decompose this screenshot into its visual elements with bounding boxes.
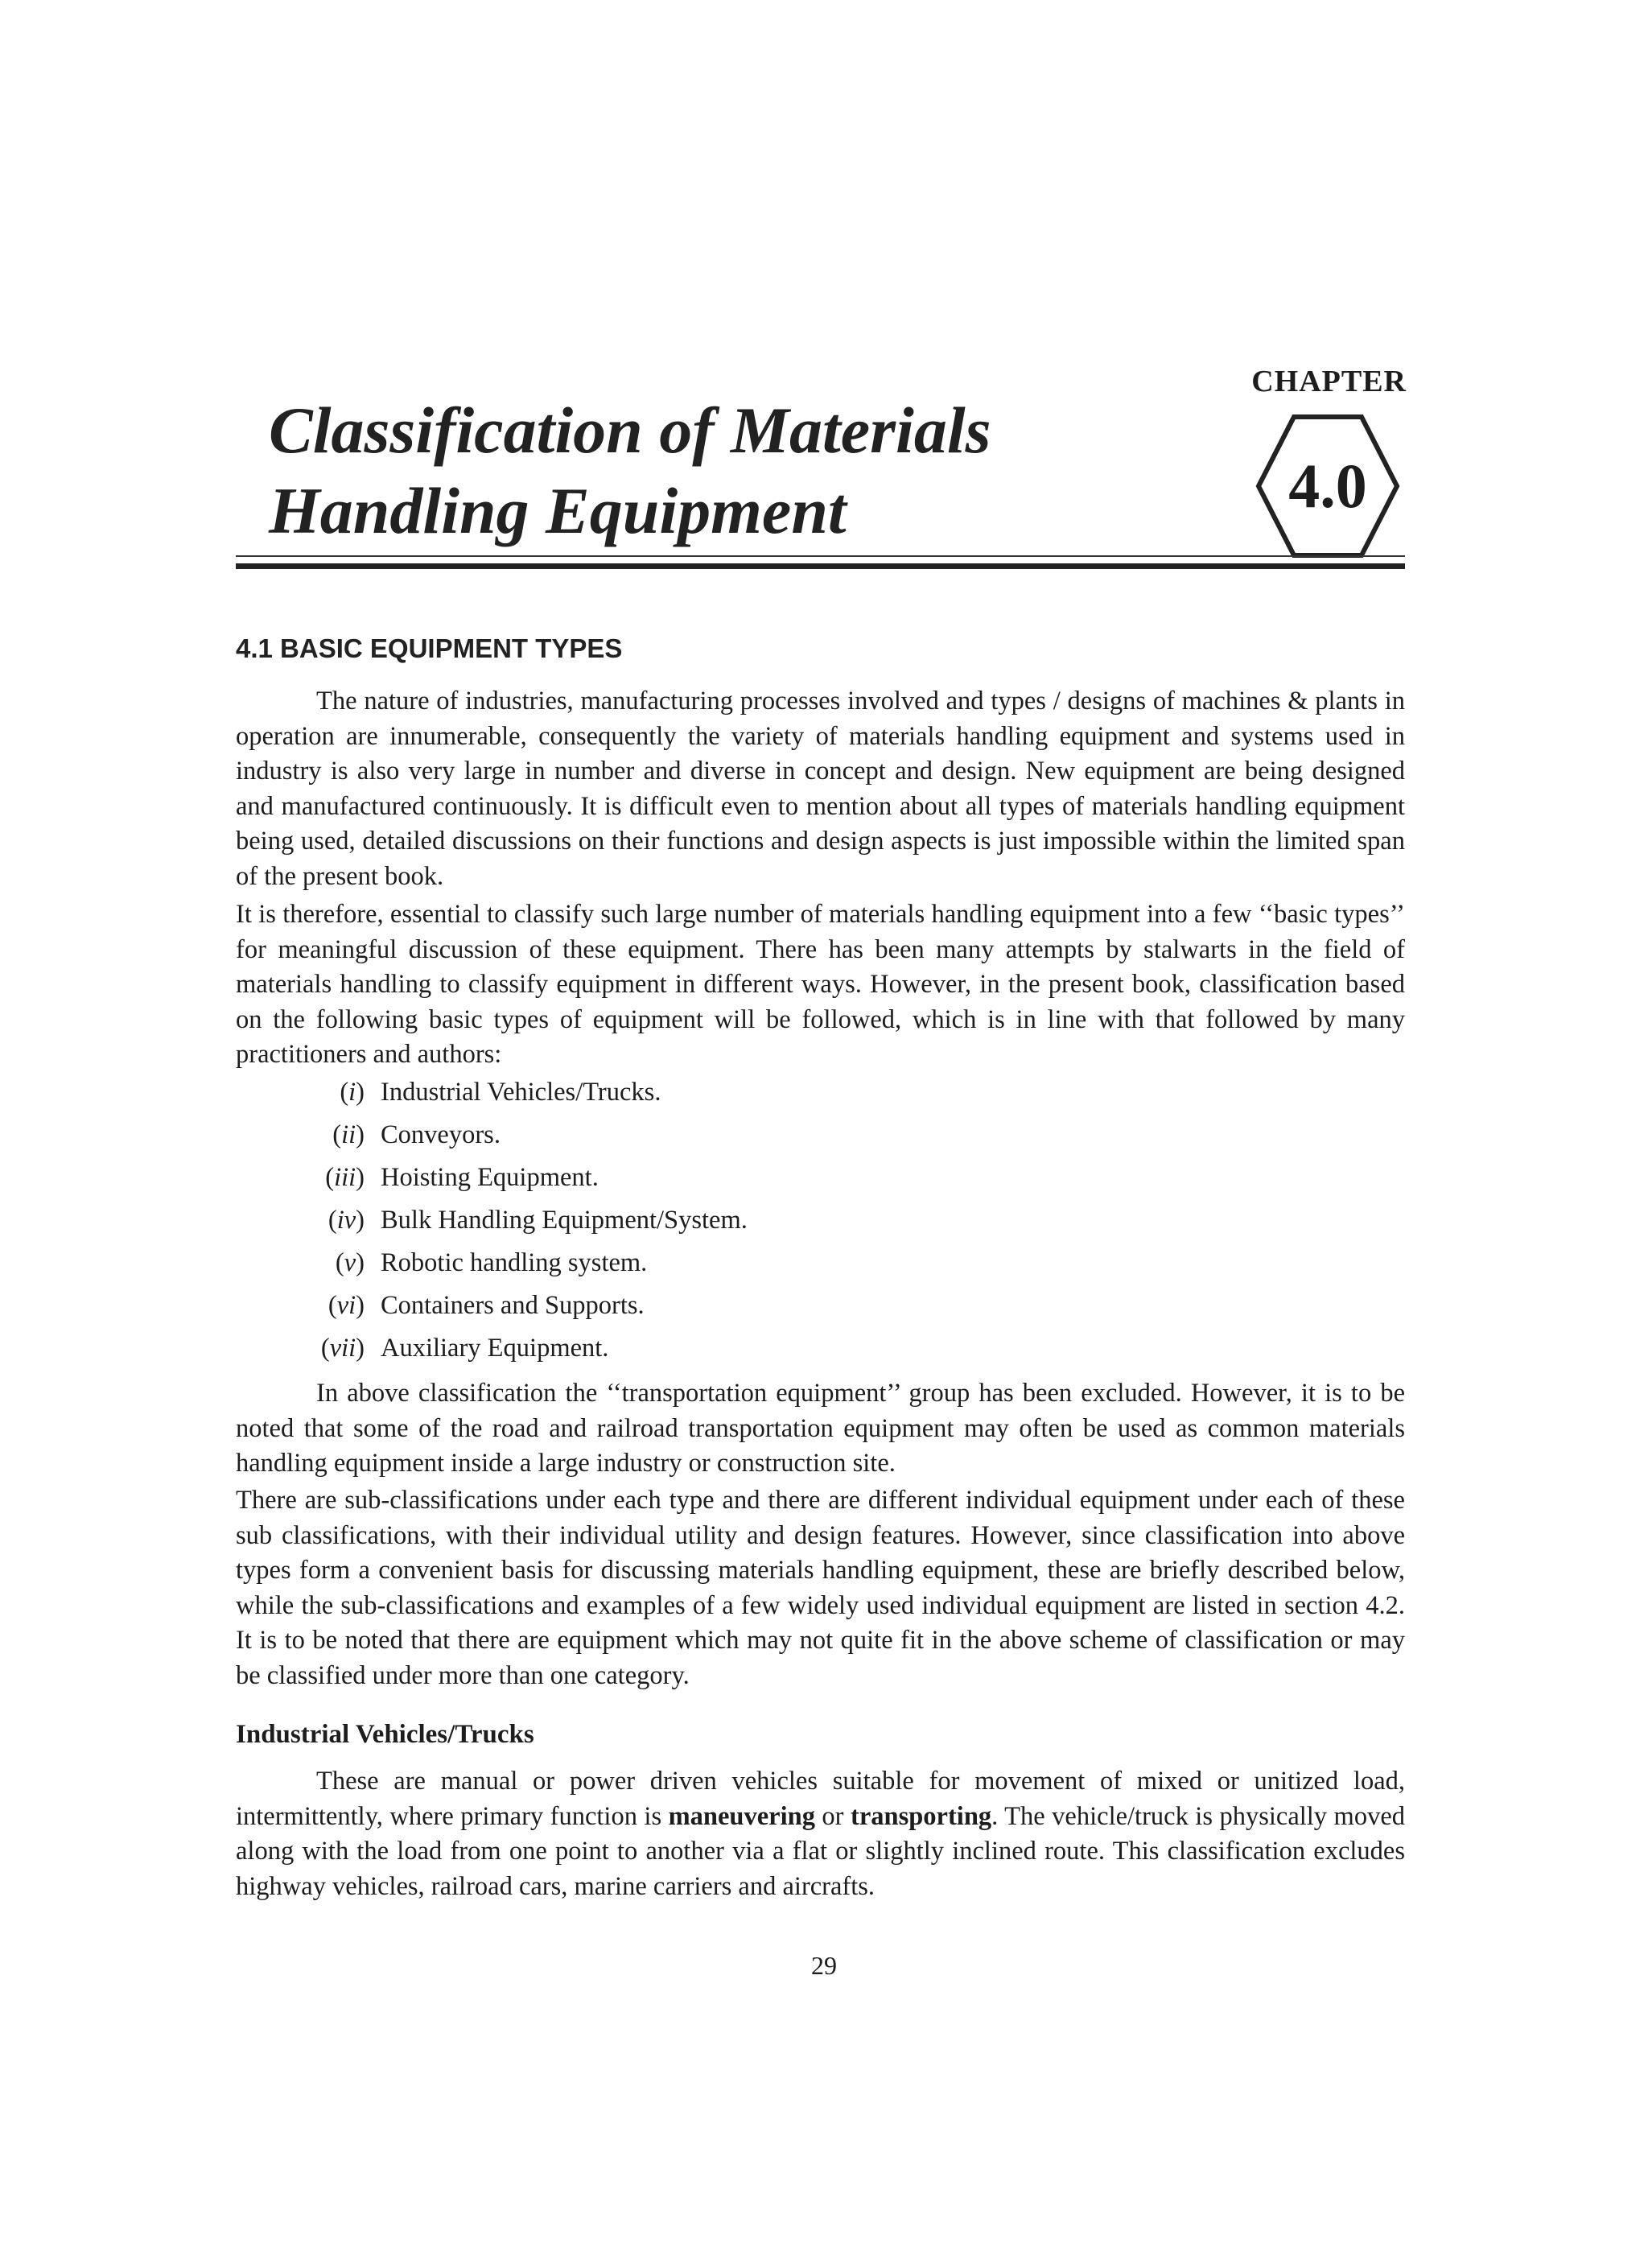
list-item-text: Bulk Handling Equipment/System. (381, 1206, 748, 1235)
paragraph-4: There are sub-classifications under each type and there are different individual equipment under each of these sub classifications, with their individual utility and design features. However, since classification into above types form a convenient basis for discussing materials handling equipment, these are briefly described below, while the sub-classifications and examples of a few widely used individual equipment are listed in section 4.2. It is to be noted that there are equipment which may not quite fit in the above scheme of classification or may be classified under more than one category. (236, 1486, 1405, 1690)
header-rule-thin (236, 555, 1405, 557)
list-item-number: (vi) (328, 1291, 365, 1320)
paragraph-5-part2: or (814, 1801, 851, 1831)
paragraph-1: The nature of industries, manufacturing processes involved and types / designs of machines & plants in operation are innumerable, consequently the variety of materials handling equipment and systems used in industry is also very large in number and diverse in concept and design. New equipment are being designed and manufactured continuously. It is difficult even to mention about all types of materials handling equipment being used, detailed discussions on their functions and design aspects is just impossible within the limited span of the present book. (236, 687, 1405, 891)
list-item (236, 1288, 1121, 1323)
list-item-number: (iv) (328, 1206, 365, 1235)
list-item (236, 1074, 1121, 1110)
list-item-text: Hoisting Equipment. (381, 1163, 599, 1192)
list-item-roman: vii (329, 1334, 356, 1363)
list-item-text: Containers and Supports. (381, 1291, 645, 1320)
paragraph-5-part3: . The vehicle/truck is physically moved along with the load from one point to another via a flat or slightly inclined route. This classification excludes highway vehicles, railroad cars, marine carriers and aircrafts. (236, 1801, 1405, 1901)
bold-maneuvering: maneuvering (668, 1801, 815, 1831)
list-item-number: (v) (335, 1248, 365, 1277)
list-item-roman: iv (336, 1206, 356, 1235)
header-rule-thick (236, 563, 1405, 569)
list-item-text: Robotic handling system. (381, 1248, 648, 1277)
list-item-roman: ii (341, 1120, 356, 1149)
paragraph-5 (236, 1764, 1405, 1904)
list-item-number: (iii) (325, 1163, 365, 1192)
list-item-number: (i) (340, 1078, 365, 1107)
bold-transporting: transporting (851, 1801, 992, 1831)
list-item (236, 1245, 1121, 1280)
chapter-title-line2: Handling Equipment (269, 474, 847, 547)
list-item-text: Auxiliary Equipment. (381, 1334, 609, 1363)
subsection-heading: Industrial Vehicles/Trucks (236, 1720, 534, 1749)
list-item-roman: iii (334, 1163, 356, 1192)
list-item-text: Industrial Vehicles/Trucks. (381, 1078, 661, 1107)
list-item (236, 1117, 1121, 1153)
section-heading: 4.1 BASIC EQUIPMENT TYPES (236, 633, 623, 663)
chapter-title-line1: Classification of Materials (269, 394, 991, 467)
list-item-text: Conveyors. (381, 1120, 501, 1149)
list-item (236, 1202, 1121, 1238)
paragraph-2: It is therefore, essential to classify such large number of materials handling equipment into a few ‘‘basic types’’ for meaningful discussion of these equipment. There has been many attempts by stalwarts in the field of materials handling to classify equipment in different ways. However, in the present book, classification based on the following basic types of equipment will be followed, which is in line with that followed by many practitioners and authors: (236, 900, 1405, 1069)
list-item (236, 1160, 1121, 1195)
chapter-label: CHAPTER (1251, 365, 1407, 398)
list-item-number: (vii) (320, 1334, 365, 1363)
list-item-roman: vi (336, 1291, 356, 1320)
list-item-number: (ii) (332, 1120, 365, 1149)
list-item (236, 1330, 1121, 1366)
chapter-number: 4.0 (1288, 451, 1367, 521)
list-item-roman: v (344, 1248, 356, 1277)
list-item-roman: i (348, 1078, 356, 1107)
page-number: 29 (811, 1951, 837, 1980)
paragraph-3: In above classification the ‘‘transportation equipment’’ group has been excluded. However, it is to be noted that some of the road and railroad transportation equipment may often be used as common materials handling equipment inside a large industry or construction site. (236, 1379, 1405, 1478)
paragraph-5-part1: These are manual or power driven vehicles suitable for movement of mixed or unitized load, intermittently, where primary function is (236, 1767, 1405, 1831)
